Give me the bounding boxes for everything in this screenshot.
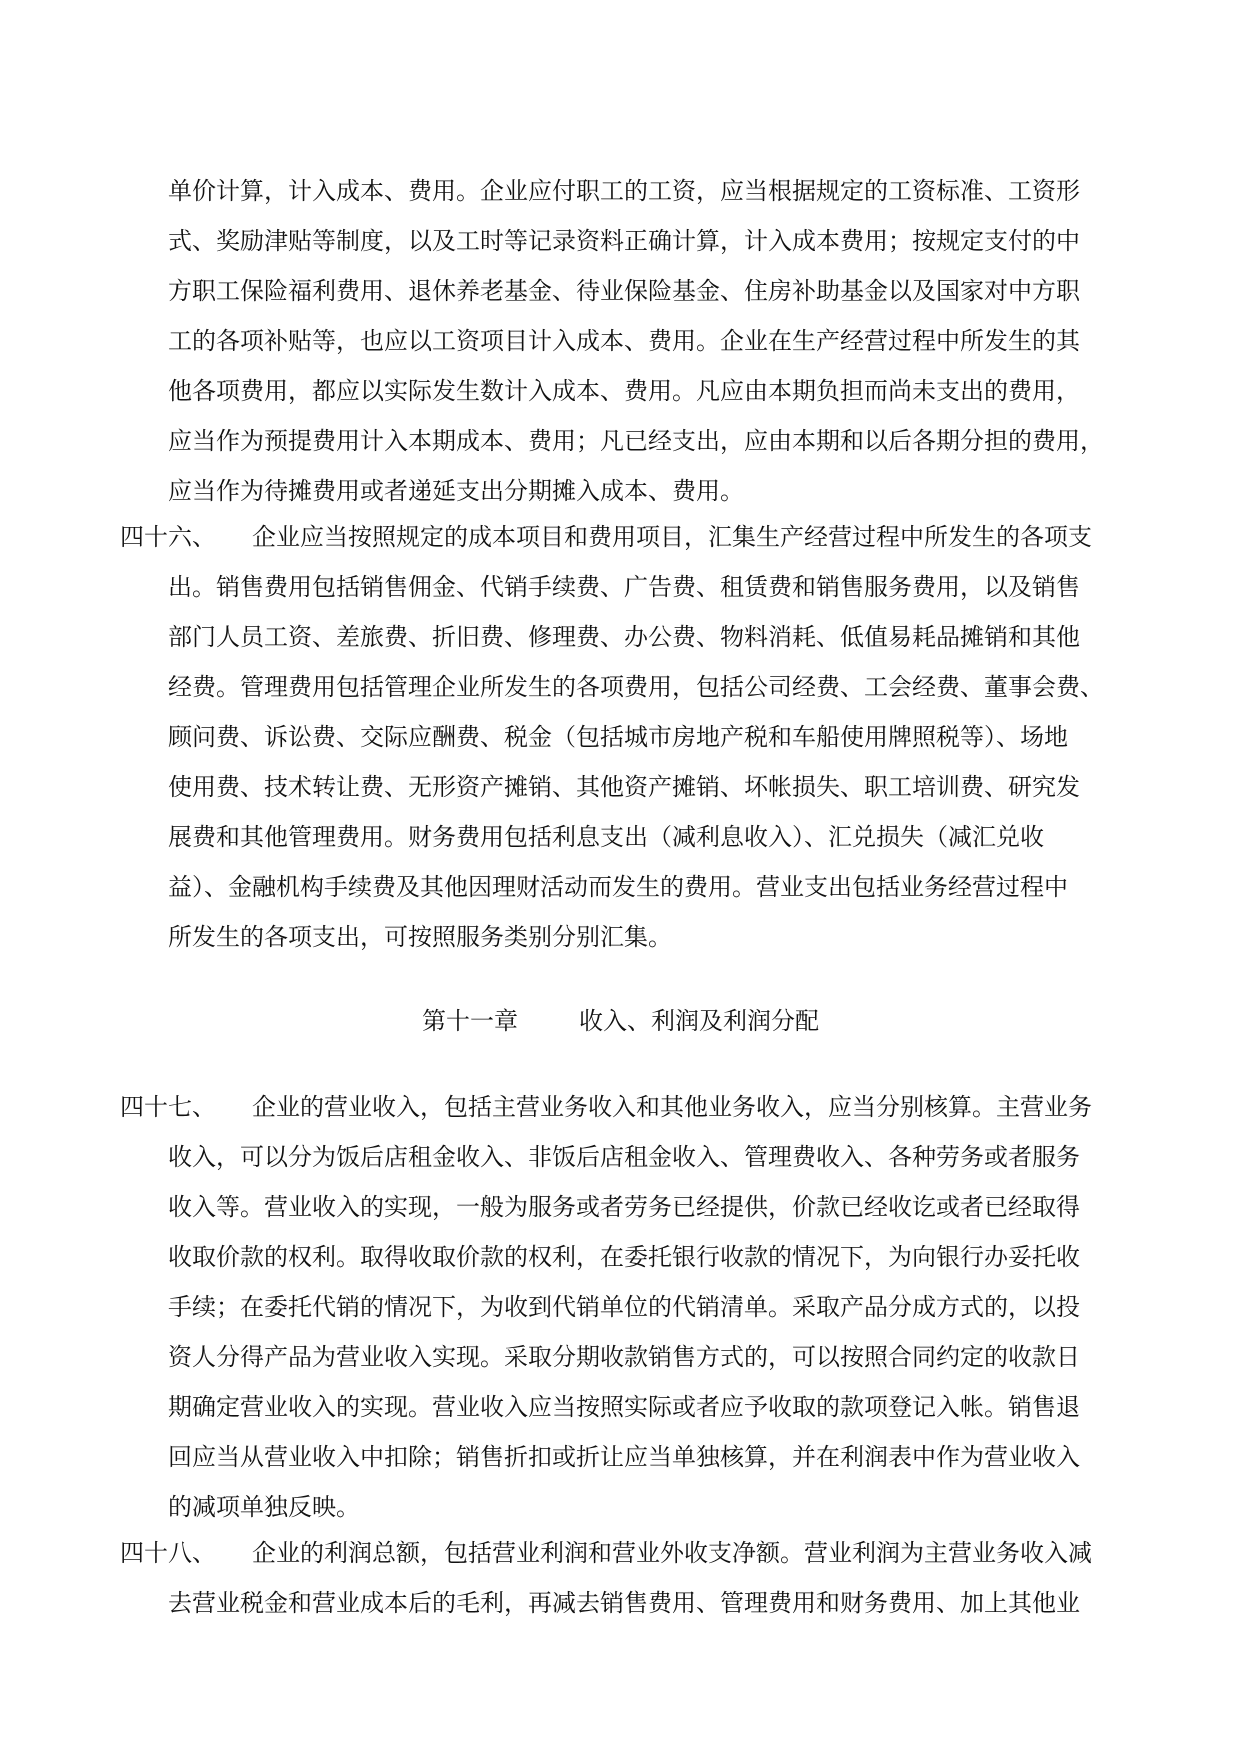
article-first-line: 企业的营业收入，包括主营业务收入和其他业务收入，应当分别核算。主营业务 — [252, 1093, 1092, 1121]
chapter-number: 第十一章 — [421, 1007, 518, 1035]
paragraph-line: 式、奖励津贴等制度，以及工时等记录资料正确计算，计入成本费用；按规定支付的中 — [168, 227, 1080, 255]
paragraph-line: 收取价款的权利。取得收取价款的权利，在委托银行收款的情况下，为向银行办妥托收 — [168, 1243, 1080, 1271]
article-number: 四十六、 — [120, 523, 216, 551]
paragraph-line: 收入等。营业收入的实现，一般为服务或者劳务已经提供，价款已经收讫或者已经取得 — [168, 1193, 1080, 1221]
paragraph-line: 经费。管理费用包括管理企业所发生的各项费用，包括公司经费、工会经费、董事会费、 — [168, 673, 1104, 701]
paragraph-line: 回应当从营业收入中扣除；销售折扣或折让应当单独核算，并在利润表中作为营业收入 — [168, 1443, 1080, 1471]
paragraph-line: 的减项单独反映。 — [168, 1493, 360, 1521]
article-first-line: 企业的利润总额，包括营业利润和营业外收支净额。营业利润为主营业务收入减 — [252, 1539, 1092, 1567]
paragraph-line: 应当作为待摊费用或者递延支出分期摊入成本、费用。 — [168, 477, 744, 505]
paragraph-line: 使用费、技术转让费、无形资产摊销、其他资产摊销、坏帐损失、职工培训费、研究发 — [168, 773, 1080, 801]
article-first-line: 企业应当按照规定的成本项目和费用项目，汇集生产经营过程中所发生的各项支 — [252, 523, 1092, 551]
paragraph-line: 方职工保险福利费用、退休养老基金、待业保险基金、住房补助基金以及国家对中方职 — [168, 277, 1080, 305]
paragraph-line: 益）、金融机构手续费及其他因理财活动而发生的费用。营业支出包括业务经营过程中 — [168, 873, 1068, 901]
paragraph-line: 工的各项补贴等，也应以工资项目计入成本、费用。企业在生产经营过程中所发生的其 — [168, 327, 1080, 355]
chapter-heading — [0, 1006, 1241, 1036]
paragraph-line: 展费和其他管理费用。财务费用包括利息支出（减利息收入）、汇兑损失（减汇兑收 — [168, 823, 1044, 851]
paragraph-line: 顾问费、诉讼费、交际应酬费、税金（包括城市房地产税和车船使用牌照税等）、场地 — [168, 723, 1068, 751]
article-number: 四十七、 — [120, 1093, 216, 1121]
paragraph-line: 单价计算，计入成本、费用。企业应付职工的工资，应当根据规定的工资标准、工资形 — [168, 177, 1080, 205]
article-number: 四十八、 — [120, 1539, 216, 1567]
paragraph-line: 期确定营业收入的实现。营业收入应当按照实际或者应予收取的款项登记入帐。销售退 — [168, 1393, 1080, 1421]
paragraph-line: 他各项费用，都应以实际发生数计入成本、费用。凡应由本期负担而尚未支出的费用， — [168, 377, 1080, 405]
chapter-title: 收入、利润及利润分配 — [579, 1007, 820, 1035]
paragraph-line: 收入，可以分为饭后店租金收入、非饭后店租金收入、管理费收入、各种劳务或者服务 — [168, 1143, 1080, 1171]
paragraph-line: 去营业税金和营业成本后的毛利，再减去销售费用、管理费用和财务费用、加上其他业 — [168, 1589, 1080, 1617]
paragraph-line: 资人分得产品为营业收入实现。采取分期收款销售方式的，可以按照合同约定的收款日 — [168, 1343, 1080, 1371]
paragraph-line: 出。销售费用包括销售佣金、代销手续费、广告费、租赁费和销售服务费用，以及销售 — [168, 573, 1080, 601]
paragraph-line: 应当作为预提费用计入本期成本、费用；凡已经支出，应由本期和以后各期分担的费用， — [168, 427, 1104, 455]
paragraph-line: 部门人员工资、差旅费、折旧费、修理费、办公费、物料消耗、低值易耗品摊销和其他 — [168, 623, 1080, 651]
paragraph-line: 手续；在委托代销的情况下，为收到代销单位的代销清单。采取产品分成方式的，以投 — [168, 1293, 1080, 1321]
paragraph-line: 所发生的各项支出，可按照服务类别分别汇集。 — [168, 923, 672, 951]
